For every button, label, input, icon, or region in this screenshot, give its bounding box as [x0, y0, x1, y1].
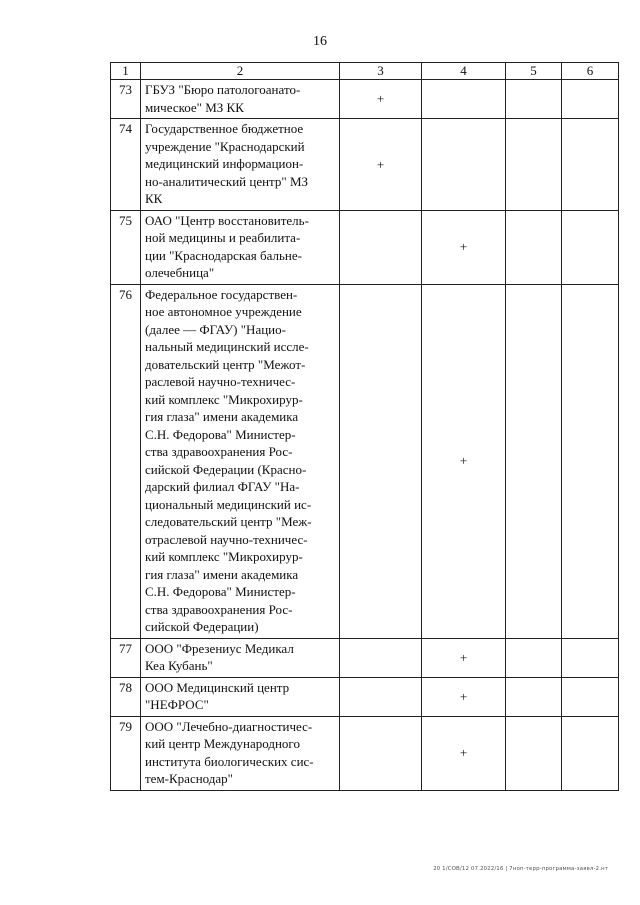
column-header: 4 — [422, 63, 506, 80]
page-number: 16 — [313, 34, 327, 49]
organization-name-line: С.Н. Федорова" Министер- — [145, 426, 296, 442]
organization-name-line: медицинский информацион- — [145, 156, 304, 171]
table-row — [111, 210, 619, 284]
organization-name-line: ное автономное учреждение — [145, 304, 302, 319]
mark-cell-col5 — [506, 677, 562, 716]
organization-name-line: (далее — ФГАУ) "Нацио- — [145, 321, 286, 337]
row-number: 78 — [111, 677, 141, 716]
mark-cell-col4 — [422, 80, 506, 119]
mark-cell-col3 — [340, 284, 422, 638]
table-header-row — [111, 63, 619, 80]
column-header: 2 — [141, 63, 340, 80]
organization-name-line: учреждение "Краснодарский — [145, 138, 305, 154]
mark-cell-col3 — [340, 210, 422, 284]
organization-name — [141, 80, 340, 119]
row-number: 77 — [111, 638, 141, 677]
mark-cell-col3 — [340, 677, 422, 716]
organization-name-line: ООО "Лечебно-диагностичес- — [145, 718, 313, 734]
organization-name-line: раслевой научно-техничес- — [145, 374, 296, 389]
column-header: 3 — [340, 63, 422, 80]
organization-name-line: мическое" МЗ КК — [145, 99, 244, 115]
mark-cell-col6 — [562, 119, 619, 211]
mark-cell-col5 — [506, 716, 562, 790]
organization-name — [141, 677, 340, 716]
mark-cell-col4: + — [422, 284, 506, 638]
table-row — [111, 284, 619, 638]
organization-name-line: "НЕФРОС" — [145, 697, 209, 712]
organization-name-line: ГБУЗ "Бюро патологоанато- — [145, 82, 301, 97]
organization-name-line: но-аналитический центр" МЗ — [145, 173, 309, 189]
row-number: 79 — [111, 716, 141, 790]
organization-name-line: довательский центр "Межот- — [145, 356, 306, 372]
mark-cell-col4: + — [422, 677, 506, 716]
organization-name — [141, 210, 340, 284]
row-number: 74 — [111, 119, 141, 211]
organization-name-line: КК — [145, 191, 163, 206]
organization-name-line: ОАО "Центр восстановитель- — [145, 212, 309, 228]
mark-cell-col3 — [340, 638, 422, 677]
mark-cell-col4: + — [422, 638, 506, 677]
organization-name-line: института биологических сис- — [145, 753, 314, 769]
column-header: 6 — [562, 63, 619, 80]
mark-cell-col5 — [506, 80, 562, 119]
column-header: 1 — [111, 63, 141, 80]
organization-name — [141, 638, 340, 677]
organization-name-line: ООО "Фрезениус Медикал — [145, 640, 294, 656]
mark-cell-col4: + — [422, 716, 506, 790]
organization-name-line: ной медицины и реабилита- — [145, 230, 301, 245]
mark-cell-col6 — [562, 716, 619, 790]
table-row — [111, 80, 619, 119]
organization-name — [141, 119, 340, 211]
organization-name-line: сийской Федерации (Красно- — [145, 461, 307, 477]
organization-name-line: Государственное бюджетное — [145, 121, 304, 136]
mark-cell-col6 — [562, 80, 619, 119]
table-row — [111, 119, 619, 211]
mark-cell-col6 — [562, 210, 619, 284]
mark-cell-col5 — [506, 638, 562, 677]
row-number: 76 — [111, 284, 141, 638]
organization-name-line: циональный медицинский ис- — [145, 496, 312, 512]
organization-name-line: Кеа Кубань" — [145, 658, 213, 673]
organization-name-line: дарский филиал ФГАУ "На- — [145, 479, 300, 494]
organization-name-line: следовательский центр "Меж- — [145, 514, 312, 529]
mark-cell-col5 — [506, 119, 562, 211]
mark-cell-col4 — [422, 119, 506, 211]
organization-name-line: ции "Краснодарская бальне- — [145, 247, 302, 263]
mark-cell-col6 — [562, 284, 619, 638]
footer-document-code: 20 1/СОВ/12 07.2022/16 | 7ноп-терр-программа-заявл-2.нт — [433, 866, 608, 872]
organization-name — [141, 716, 340, 790]
organization-name-line: тем-Краснодар" — [145, 771, 233, 786]
organization-name-line: кий центр Международного — [145, 736, 300, 751]
row-number: 73 — [111, 80, 141, 119]
table-row — [111, 638, 619, 677]
mark-cell-col5 — [506, 210, 562, 284]
organization-name-line: ства здравоохранения Рос- — [145, 444, 293, 459]
table-row — [111, 716, 619, 790]
mark-cell-col3 — [340, 716, 422, 790]
organization-name-line: нальный медицинский иссле- — [145, 339, 309, 354]
organization-name-line: С.Н. Федорова" Министер- — [145, 584, 296, 599]
organization-name — [141, 284, 340, 638]
organization-name-line: ства здравоохранения Рос- — [145, 601, 293, 617]
organization-name-line: кий комплекс "Микрохирур- — [145, 391, 303, 407]
mark-cell-col3: + — [340, 80, 422, 119]
organization-name-line: гия глаза" имени академика — [145, 409, 299, 424]
row-number: 75 — [111, 210, 141, 284]
mark-cell-col4: + — [422, 210, 506, 284]
organization-name-line: отраслевой научно-техничес- — [145, 531, 308, 547]
organization-name-line: олечебница" — [145, 265, 215, 280]
organizations-table — [110, 62, 619, 791]
organization-name-line: ООО Медицинский центр — [145, 679, 290, 695]
mark-cell-col6 — [562, 638, 619, 677]
mark-cell-col6 — [562, 677, 619, 716]
organization-name-line: сийской Федерации) — [145, 619, 259, 634]
column-header: 5 — [506, 63, 562, 80]
mark-cell-col5 — [506, 284, 562, 638]
organization-name-line: гия глаза" имени академика — [145, 566, 299, 582]
organization-name-line: кий комплекс "Микрохирур- — [145, 549, 303, 564]
organization-name-line: Федеральное государствен- — [145, 286, 298, 302]
table-row — [111, 677, 619, 716]
mark-cell-col3: + — [340, 119, 422, 211]
